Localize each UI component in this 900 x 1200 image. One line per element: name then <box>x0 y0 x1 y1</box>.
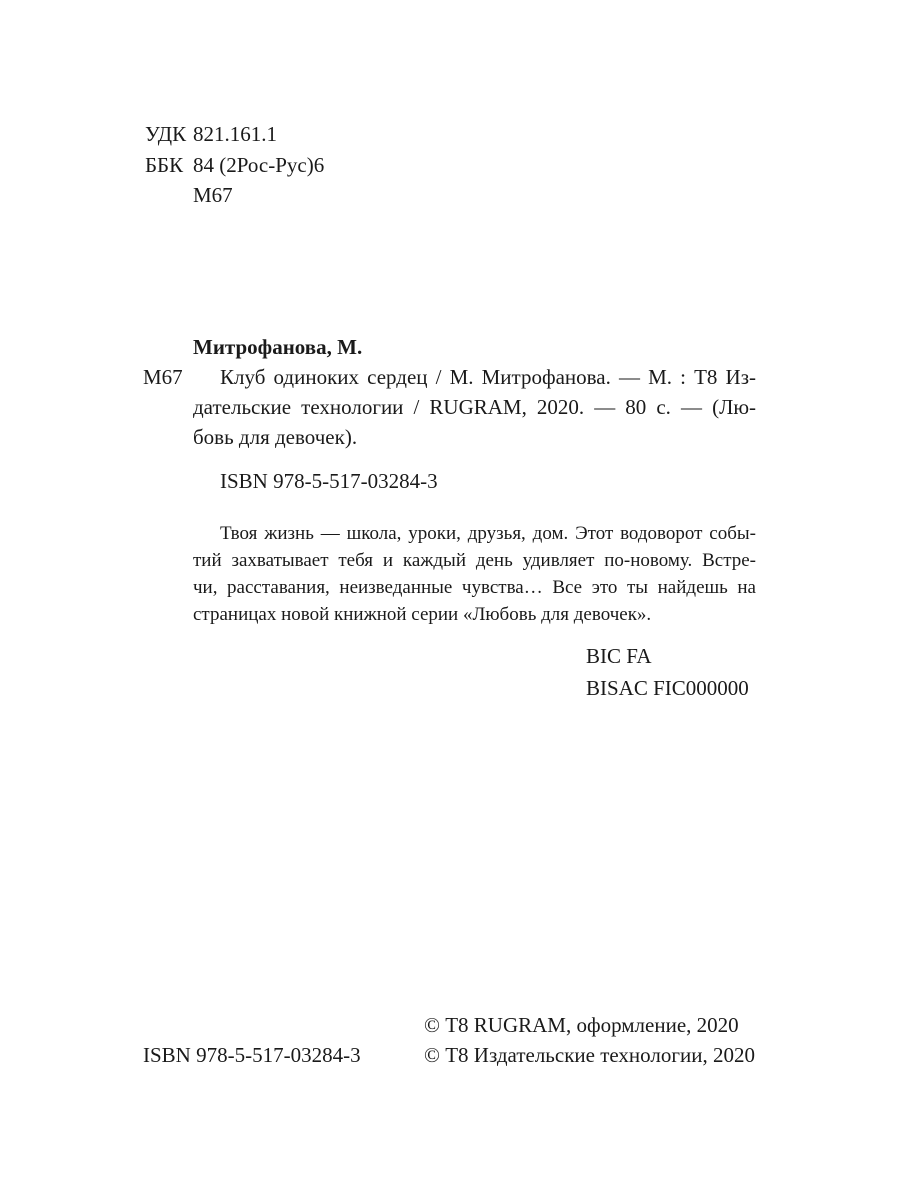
bibliographic-description <box>193 362 756 452</box>
isbn-footer: ISBN 978-5-517-03284-3 <box>143 1043 361 1067</box>
annotation-line: Твоя жизнь — школа, уроки, друзья, дом. Этот водоворот собы- <box>220 523 756 544</box>
bbk-row <box>145 150 324 180</box>
bbk-value: 84 (2Рос-Рус)6 <box>193 153 325 177</box>
bisac-code: BISAC FIC000000 <box>586 676 749 700</box>
isbn-main: ISBN 978-5-517-03284-3 <box>220 469 438 493</box>
description-line: Клуб одиноких сердец / М. Митрофанова. — М. : Т8 Из- <box>220 365 756 389</box>
annotation-line: чи, расставания, неизведанные чувства… Все это ты найдешь на <box>193 577 756 598</box>
annotation <box>193 520 756 628</box>
author-mark: М67 <box>193 183 233 207</box>
annotation-line: тий захватывает тебя и каждый день удивляет по-новому. Встре- <box>193 550 756 571</box>
udk-row <box>145 119 277 149</box>
cutter-mark: М67 <box>143 365 183 389</box>
subject-codes <box>586 640 749 704</box>
author-mark-row <box>145 180 233 210</box>
udk-value: 821.161.1 <box>193 122 277 146</box>
description-line: дательские технологии / RUGRAM, 2020. — 80 с. — (Лю- <box>193 395 756 419</box>
udk-label: УДК <box>145 122 187 146</box>
copyright-publisher: © Т8 Издательские технологии, 2020 <box>424 1043 755 1067</box>
bic-code: BIC FA <box>586 644 652 668</box>
annotation-line: страницах новой книжной серии «Любовь для девочек». <box>193 604 652 625</box>
copyright-design: © Т8 RUGRAM, оформление, 2020 <box>424 1013 739 1037</box>
description-line: бовь для девочек). <box>193 425 358 449</box>
author-heading: Митрофанова, М. <box>193 335 363 359</box>
bbk-label: ББК <box>145 153 184 177</box>
copyright-block <box>424 1010 755 1070</box>
